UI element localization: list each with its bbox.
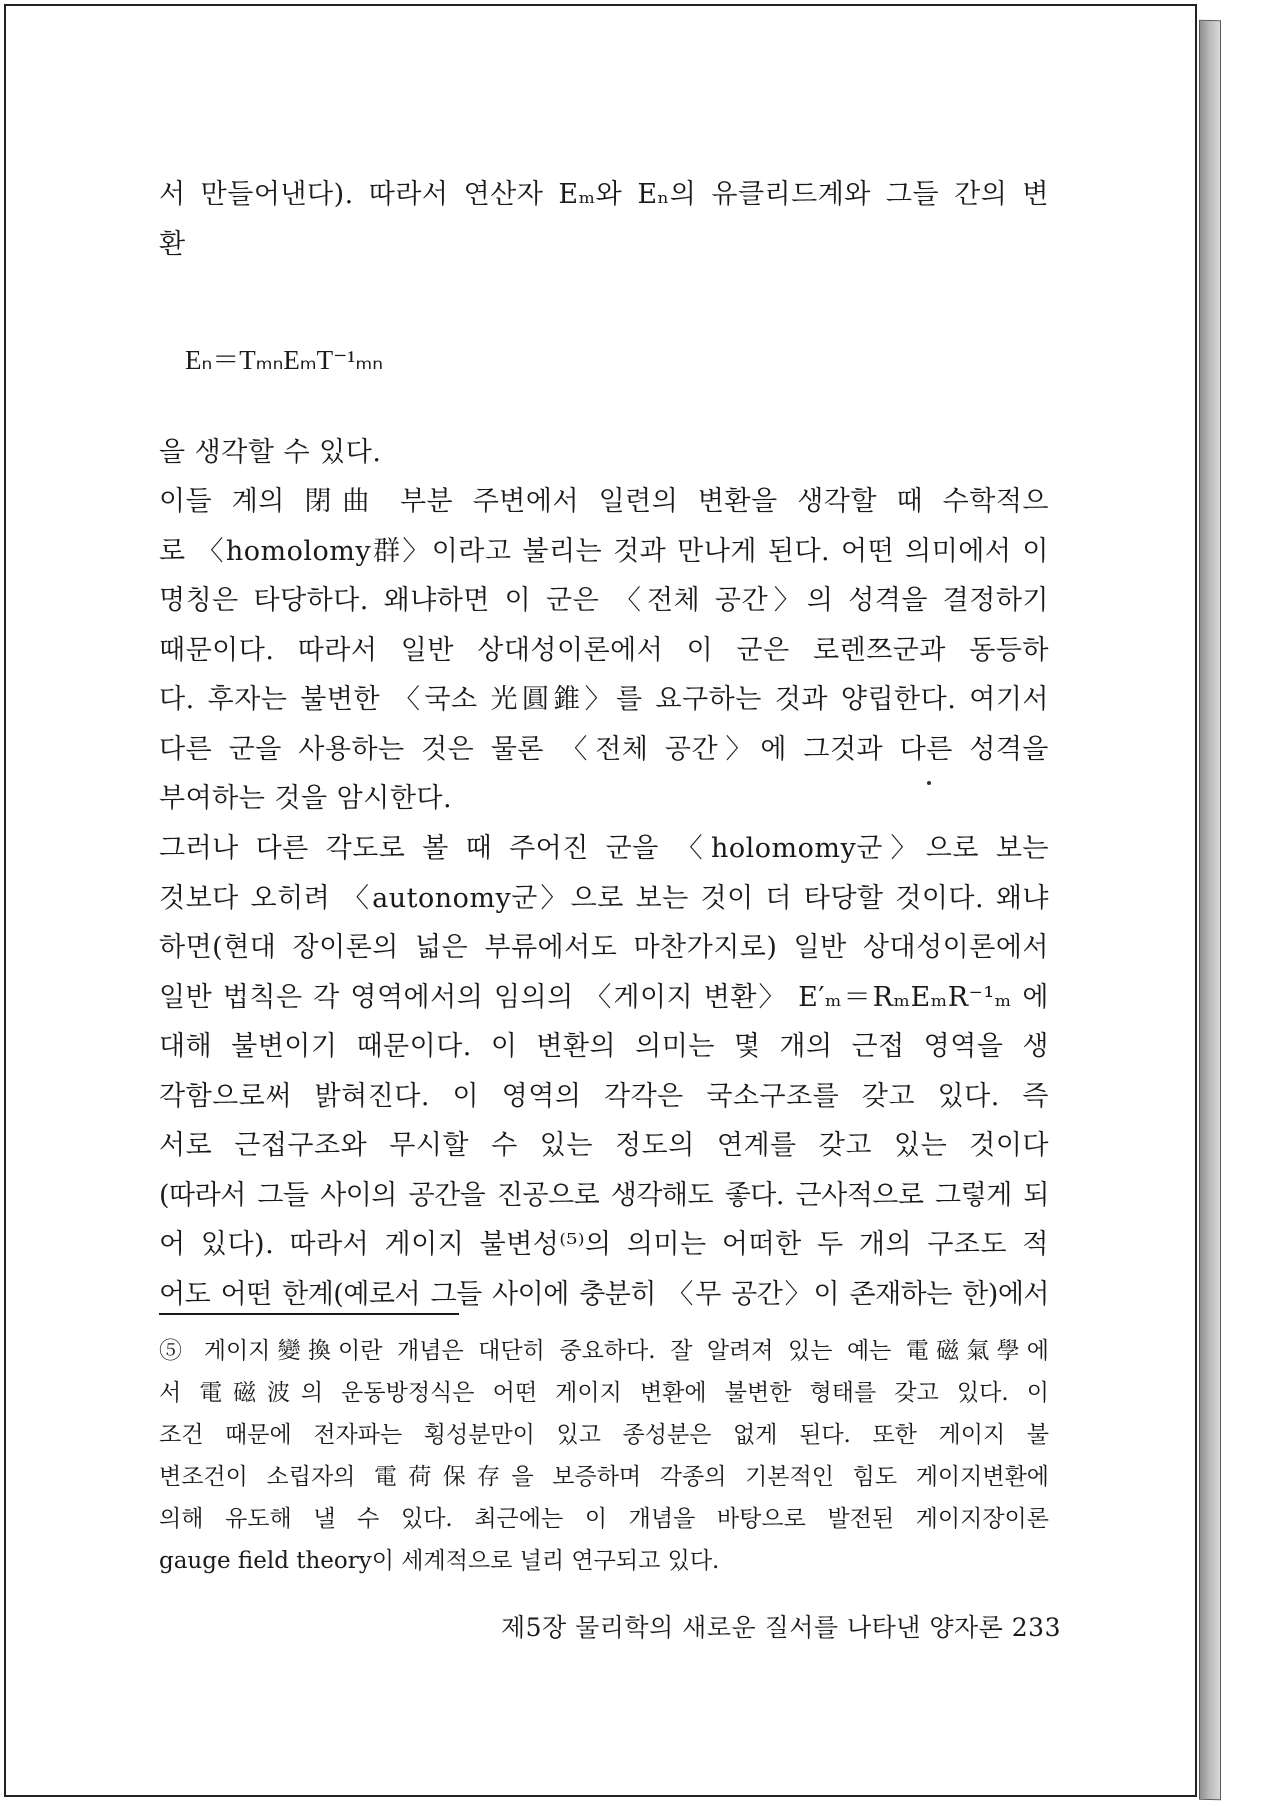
paragraph-2 <box>159 428 1049 478</box>
text-line: 서 만들어낸다). 따라서 연산자 Eₘ와 Eₙ의 유클리드계와 그들 간의 변 <box>159 179 1049 210</box>
paragraph-4 <box>159 824 1049 1319</box>
footnote-line: 조건 때문에 전자파는 횡성분만이 있고 종성분은 없게 된다. 또한 게이지 불 <box>159 1422 1049 1448</box>
page-edge-shadow <box>1199 20 1221 1801</box>
text-line: 그러나 다른 각도로 볼 때 주어진 군을 〈holomomy군〉으로 보는 <box>159 833 1049 864</box>
running-title: 제5장 물리학의 새로운 질서를 나타낸 양자론 <box>500 1613 1004 1642</box>
page-number: 233 <box>1011 1613 1061 1642</box>
equation-transform: Eₙ＝TₘₙEₘT⁻¹ₘₙ <box>185 345 384 375</box>
text-line: 명칭은 타당하다. 왜냐하면 이 군은 〈전체 공간〉의 성격을 결정하기 <box>159 585 1049 616</box>
footnote <box>159 1330 1049 1582</box>
page-footer <box>501 1608 1061 1644</box>
footnote-line: 변조건이 소립자의 電荷保存을 보증하며 각종의 기본적인 힘도 게이지변환에 <box>159 1464 1049 1490</box>
text-line: (따라서 그들 사이의 공간을 진공으로 생각해도 좋다. 근사적으로 그렇게 되 <box>159 1179 1049 1211</box>
footnote-line: ⑤ 게이지變換이란 개념은 대단히 중요하다. 잘 알려져 있는 예는 電磁氣學에 <box>159 1338 1049 1364</box>
text-line: 서로 근접구조와 무시할 수 있는 정도의 연계를 갖고 있는 것이다 <box>159 1130 1049 1161</box>
text-line: 하면(현대 장이론의 넓은 부류에서도 마찬가지로) 일반 상대성이론에서 <box>159 932 1049 963</box>
text-line: 다. 후자는 불변한 〈국소 光圓錐〉를 요구하는 것과 양립한다. 여기서 <box>159 684 1049 715</box>
footnote-line: 의해 유도해 낼 수 있다. 최근에는 이 개념을 바탕으로 발전된 게이지장이론 <box>159 1506 1049 1532</box>
text-line: 부여하는 것을 암시한다. <box>159 783 453 814</box>
text-line: 다른 군을 사용하는 것은 물론 〈전체 공간〉에 그것과 다른 성격을 <box>159 733 1049 765</box>
ink-speck <box>927 781 931 785</box>
paragraph-1 <box>159 170 1049 269</box>
text-line: 것보다 오히려 〈autonomy군〉으로 보는 것이 더 타당할 것이다. 왜냐 <box>159 882 1049 914</box>
text-line: 때문이다. 따라서 일반 상대성이론에서 이 군은 로렌쯔군과 동등하 <box>159 634 1049 666</box>
text-line: 일반 법칙은 각 영역에서의 임의의 〈게이지 변환〉 E′ₘ＝RₘEₘR⁻¹ₘ 에 <box>159 981 1049 1013</box>
text-line: 어 있다). 따라서 게이지 불변성⁽⁵⁾의 의미는 어떠한 두 개의 구조도 적 <box>159 1229 1049 1260</box>
footnote-line: gauge field theory이 세계적으로 널리 연구되고 있다. <box>159 1548 720 1574</box>
text-line: 이들 계의 閉曲 부분 주변에서 일련의 변환을 생각할 때 수학적으 <box>159 486 1049 517</box>
paragraph-3 <box>159 477 1049 824</box>
text-line: 대해 불변이기 때문이다. 이 변환의 의미는 몇 개의 근접 영역을 생 <box>159 1031 1049 1062</box>
text-line: 각함으로써 밝혀진다. 이 영역의 각각은 국소구조를 갖고 있다. 즉 <box>159 1080 1049 1112</box>
text-line: 어도 어떤 한계(예로서 그들 사이에 충분히 〈무 공간〉이 존재하는 한)에서 <box>159 1278 1049 1310</box>
text-line: 을 생각할 수 있다. <box>159 437 382 468</box>
footnote-line: 서 電磁波의 운동방정식은 어떤 게이지 변환에 불변한 형태를 갖고 있다. 이 <box>159 1380 1049 1406</box>
text-line: 로 〈homolomy群〉이라고 불리는 것과 만나게 된다. 어떤 의미에서 이 <box>159 535 1049 567</box>
footnote-divider <box>159 1313 459 1315</box>
text-line: 환 <box>159 228 186 260</box>
